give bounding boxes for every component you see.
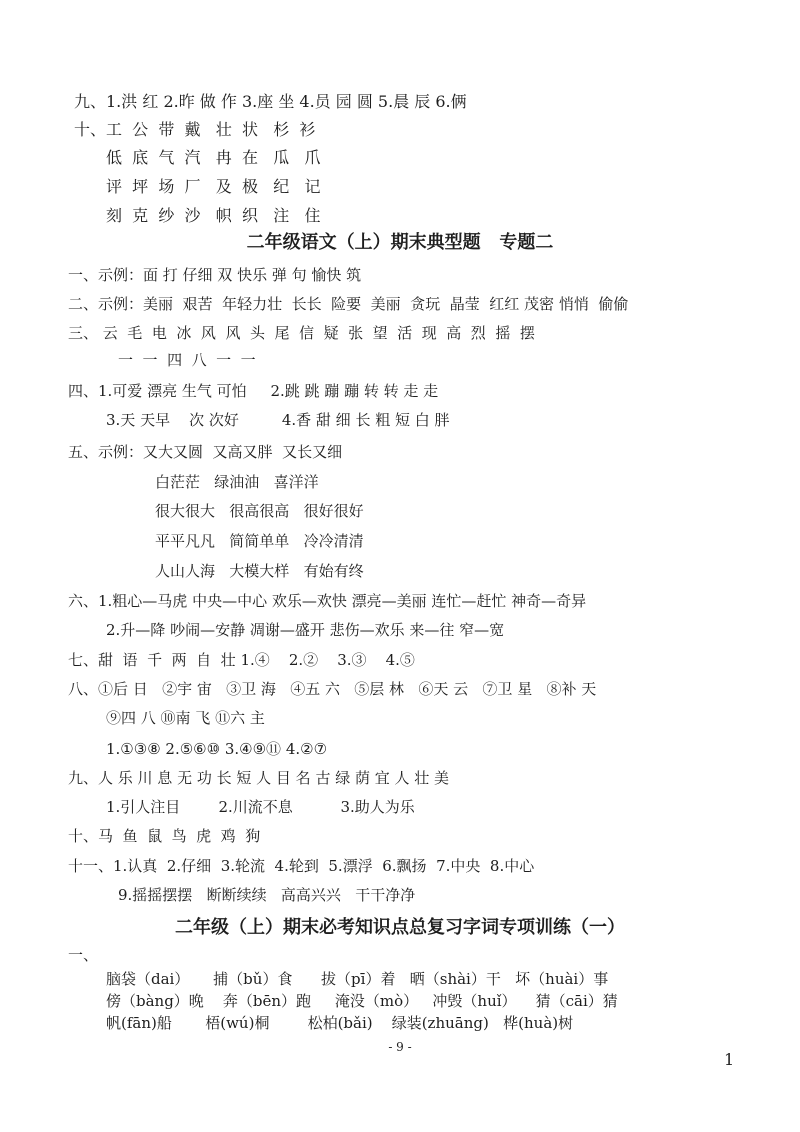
answer-5-line3: 很大很大 很高很高 很好很好	[155, 502, 364, 520]
top-section-10-line4: 刻 克 纱 沙 帜 织 注 住	[106, 206, 321, 225]
page-number: - 9 -	[388, 1040, 412, 1054]
answer-5-line2: 白茫茫 绿油油 喜洋洋	[155, 473, 319, 491]
answer-8-line2: ⑨四 八 ⑩南 飞 ⑪六 主	[106, 709, 265, 727]
answer-3-line2: 一 一 四 八 一 一	[118, 351, 256, 369]
review-row-3: 帆(fān)船 梧(wú)桐 松柏(bǎi) 绿装(zhuāng) 桦(huà)树	[106, 1014, 574, 1032]
review-row-1: 脑袋（dai） 捕（bǔ）食 拔（pī）着 晒（shài）干 坏（huài）事	[106, 970, 609, 988]
top-section-9: 九、1.洪 红 2.昨 做 作 3.座 坐 4.员 园 圆 5.晨 辰 6.俩	[74, 92, 467, 111]
heading-topic-two: 二年级语文（上）期末典型题 专题二	[246, 232, 554, 253]
answer-4-line2: 3.天 天早 次 次好 4.香 甜 细 长 粗 短 白 胖	[106, 411, 450, 429]
answer-11-line2: 9.摇摇摆摆 断断续续 高高兴兴 干干净净	[118, 886, 416, 904]
answer-3-line1: 三、 云 毛 电 冰 风 风 头 尾 信 疑 张 望 活 现 高 烈 摇 摆	[68, 324, 535, 342]
answer-6-line1: 六、1.粗心—马虎 中央—中心 欢乐—欢快 漂亮—美丽 连忙—赶忙 神奇—奇异	[68, 592, 587, 610]
answer-6-line2: 2.升—降 吵闹—安静 凋谢—盛开 悲伤—欢乐 来—往 窄—宽	[106, 621, 505, 639]
answer-9-line1: 九、人 乐 川 息 无 功 长 短 人 目 名 古 绿 荫 宜 人 壮 美	[68, 769, 450, 787]
answer-9-line2: 1.引人注目 2.川流不息 3.助人为乐	[106, 798, 415, 816]
answer-5-line1: 五、示例：又大又圆 又高又胖 又长又细	[68, 443, 343, 461]
answer-5-line4: 平平凡凡 简简单单 冷冷清清	[155, 532, 364, 550]
answer-8-line1: 八、①后 日 ②宇 宙 ③卫 海 ④五 六 ⑤层 林 ⑥天 云 ⑦卫 星 ⑧补 天	[68, 680, 597, 698]
answer-11-line1: 十一、1.认真 2.仔细 3.轮流 4.轮到 5.漂浮 6.飘扬 7.中央 8.中心	[68, 857, 535, 875]
top-section-10-line1: 十、工 公 带 戴 壮 状 杉 衫	[74, 120, 316, 139]
answer-2: 二、示例：美丽 艰苦 年轻力壮 长长 险要 美丽 贪玩 晶莹 红红 茂密 悄悄 偷偷	[68, 295, 629, 313]
top-section-10-line2: 低 底 气 汽 冉 在 瓜 爪	[106, 148, 321, 167]
review-label-1: 一、	[68, 946, 99, 964]
top-section-10-line3: 评 坪 场 厂 及 极 纪 记	[106, 177, 321, 196]
review-row-2: 傍（bàng）晚 奔（bēn）跑 淹没（mò） 冲毁（huǐ） 猜（cāi）猜	[106, 992, 618, 1010]
answer-4-line1: 四、1.可爱 漂亮 生气 可怕 2.跳 跳 蹦 蹦 转 转 走 走	[68, 382, 439, 400]
answer-10: 十、马 鱼 鼠 鸟 虎 鸡 狗	[68, 827, 261, 845]
answer-5-line5: 人山人海 大模大样 有始有终	[155, 562, 364, 580]
heading-review-training: 二年级（上）期末必考知识点总复习字词专项训练（一）	[175, 917, 625, 938]
corner-number: 1	[724, 1050, 735, 1069]
answer-8-line3: 1.①③⑧ 2.⑤⑥⑩ 3.④⑨⑪ 4.②⑦	[106, 740, 328, 758]
answer-1: 一、示例：面 打 仔细 双 快乐 弹 句 愉快 筑	[68, 266, 362, 284]
answer-7: 七、甜 语 千 两 自 壮 1.④ 2.② 3.③ 4.⑤	[68, 651, 415, 669]
